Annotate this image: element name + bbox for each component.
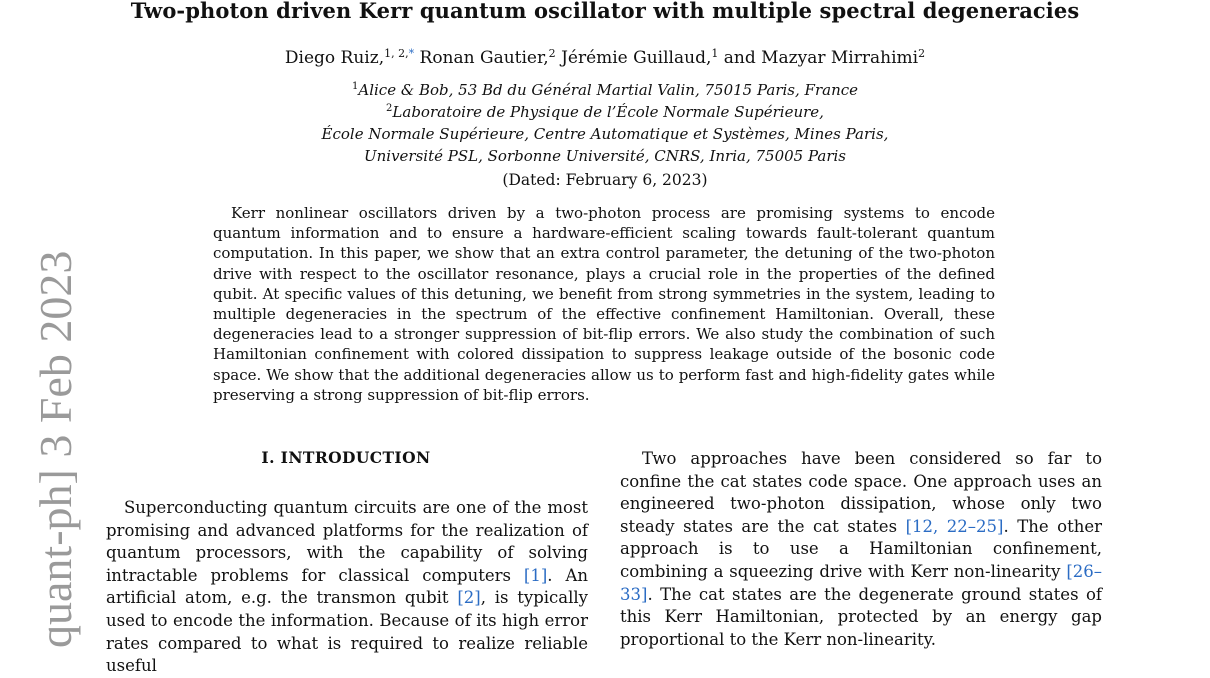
affiliation-line: École Normale Supérieure, Centre Automatique et Systèmes, Mines Paris, xyxy=(321,125,889,143)
author-name: Diego Ruiz, xyxy=(284,48,385,68)
abstract: Kerr nonlinear oscillators driven by a two-photon process are promising systems to encode quantum information and to ensure a hardware-efficient scaling towards fault-tolerant quantum computation. In this paper, we show that an extra control parameter, the detuning of the two-photon drive with respect to the oscillator resonance, plays a crucial role in the properties of the defined qubit. At specific values of this detuning, we benefit from strong symmetries in the system, leading to multiple degeneracies in the spectrum of the effective confinement Hamiltonian. Overall, these degeneracies lead to a stronger suppression of bit-flip errors. We also study the combination of such Hamiltonian confinement with colored dissipation to suppress leakage outside of the bosonic code space. We show that the additional degeneracies allow us to perform fast and high-fidelity gates while preserving a strong suppression of bit-flip errors. xyxy=(213,204,995,404)
body-text: . The cat states are the degenerate ground states of this Kerr Hamiltonian, protected by an energy gap proportional to the Kerr non-linearity. xyxy=(620,584,1102,649)
affiliation-text: Alice & Bob, 53 Bd du Général Martial Valin, 75015 Paris, France xyxy=(358,81,859,99)
body-text: , is typically used to encode the information. Because of its high error rates compared to what is required to realize reliable useful xyxy=(106,588,588,676)
author-name: and Mazyar Mirrahimi xyxy=(723,48,919,68)
author-name: Ronan Gautier, xyxy=(419,48,549,68)
arxiv-stamp: quant-ph] 3 Feb 2023 xyxy=(30,250,81,648)
body-text: . An artificial atom, e.g. the transmon qubit xyxy=(106,565,588,608)
citation-link[interactable]: [1] xyxy=(523,565,548,585)
affiliation-line xyxy=(0,81,1210,99)
affiliation-text: Laboratoire de Physique de l’École Normale Supérieure, xyxy=(392,103,824,121)
section-heading: I. INTRODUCTION xyxy=(261,448,431,467)
body-text: Two approaches have been considered so far to confine the cat states code space. One approach uses an engineered two-photon dissipation, whose only two steady states are the cat states xyxy=(620,449,1102,536)
left-column-text xyxy=(106,497,588,678)
right-column-text xyxy=(620,448,1102,651)
author-name: Jérémie Guillaud, xyxy=(561,48,712,68)
author-affil-sup: 1, 2, xyxy=(384,47,409,60)
date-line: (Dated: February 6, 2023) xyxy=(502,171,708,189)
author-affil-sup: 1 xyxy=(711,47,719,60)
author-affil-sup: 2 xyxy=(918,47,926,60)
corresponding-author-link[interactable]: * xyxy=(408,47,415,60)
citation-link[interactable]: [12, 22–25] xyxy=(905,516,1004,536)
paper-title: Two-photon driven Kerr quantum oscillator with multiple spectral degeneracies xyxy=(130,0,1080,23)
affiliation-line: Université PSL, Sorbonne Université, CNRS, Inria, 75005 Paris xyxy=(363,147,846,165)
affiliation-line xyxy=(0,103,1210,121)
body-text: Superconducting quantum circuits are one of the most promising and advanced platforms for the realization of quantum processors, with the capability of solving intractable problems for classical computers xyxy=(106,498,588,585)
author-list xyxy=(0,47,1210,68)
citation-link[interactable]: [2] xyxy=(457,588,481,608)
affiliation-sup: 2 xyxy=(386,103,393,114)
affiliation-sup: 1 xyxy=(351,81,359,92)
author-affil-sup: 2 xyxy=(548,47,556,60)
body-text: . The other approach is to use a Hamiltonian confinement, combining a squeezing drive with Kerr non-linearity xyxy=(620,516,1102,581)
citation-link[interactable]: [26–33] xyxy=(620,561,1102,604)
